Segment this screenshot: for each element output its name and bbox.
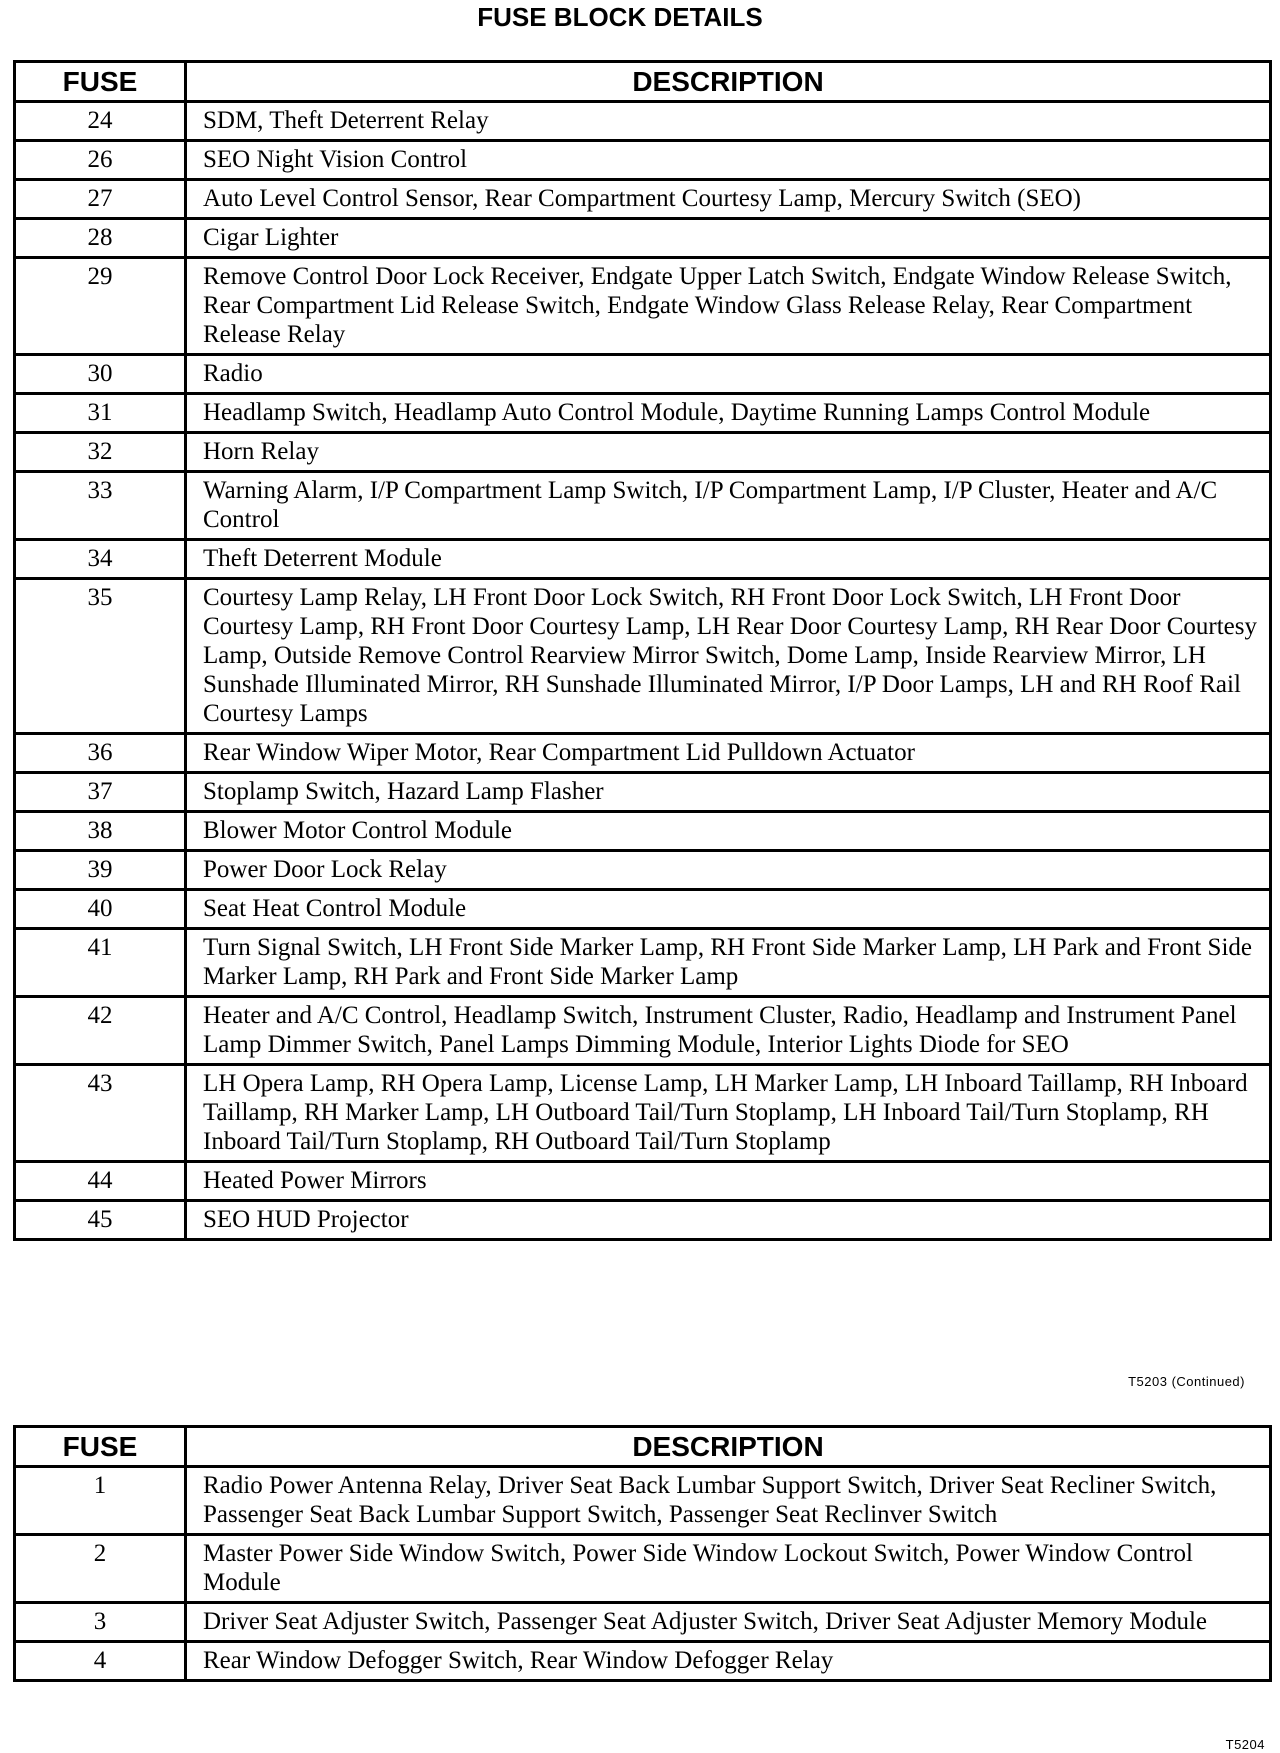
fuse-column-header: FUSE — [15, 62, 186, 102]
table-row — [15, 1162, 1271, 1201]
description-cell: Driver Seat Adjuster Switch, Passenger Seat Adjuster Switch, Driver Seat Adjuster Memory Module — [186, 1603, 1271, 1642]
fuse-number-cell: 2 — [15, 1535, 186, 1603]
description-cell: Horn Relay — [186, 433, 1271, 472]
table-row — [15, 579, 1271, 734]
fuse-number-cell: 1 — [15, 1467, 186, 1535]
description-cell: Theft Deterrent Module — [186, 540, 1271, 579]
header-row — [15, 1427, 1271, 1467]
table-row — [15, 812, 1271, 851]
table-row — [15, 258, 1271, 355]
header-row — [15, 62, 1271, 102]
description-cell: LH Opera Lamp, RH Opera Lamp, License Lamp, LH Marker Lamp, LH Inboard Taillamp, RH Inboard Taillamp, RH Marker Lamp, LH Outboard Tail/Turn Stoplamp, LH Inboard Tail/Turn Stoplamp, RH Inboard Tail/Turn Stoplamp, RH Outboard Tail/Turn Stoplamp — [186, 1065, 1271, 1162]
table-row — [15, 890, 1271, 929]
description-cell: Power Door Lock Relay — [186, 851, 1271, 890]
fuse-number-cell: 40 — [15, 890, 186, 929]
fuse-table — [13, 1425, 1272, 1682]
fuse-number-cell: 36 — [15, 734, 186, 773]
table-row — [15, 773, 1271, 812]
description-cell: Heated Power Mirrors — [186, 1162, 1271, 1201]
fuse-number-cell: 38 — [15, 812, 186, 851]
description-cell: Radio Power Antenna Relay, Driver Seat Back Lumbar Support Switch, Driver Seat Recliner Switch, Passenger Seat Back Lumbar Support Switch, Passenger Seat Reclinver Switch — [186, 1467, 1271, 1535]
fuse-column-header: FUSE — [15, 1427, 186, 1467]
description-cell: Master Power Side Window Switch, Power Side Window Lockout Switch, Power Window Control Module — [186, 1535, 1271, 1603]
description-cell: Rear Window Wiper Motor, Rear Compartment Lid Pulldown Actuator — [186, 734, 1271, 773]
table-reference-note: T5204 — [1225, 1737, 1265, 1752]
table-row — [15, 929, 1271, 997]
table-row — [15, 433, 1271, 472]
table-row — [15, 219, 1271, 258]
fuse-number-cell: 29 — [15, 258, 186, 355]
description-cell: Turn Signal Switch, LH Front Side Marker Lamp, RH Front Side Marker Lamp, LH Park and Front Side Marker Lamp, RH Park and Front Side Marker Lamp — [186, 929, 1271, 997]
fuse-number-cell: 43 — [15, 1065, 186, 1162]
table-row — [15, 851, 1271, 890]
description-cell: Heater and A/C Control, Headlamp Switch, Instrument Cluster, Radio, Headlamp and Instrument Panel Lamp Dimmer Switch, Panel Lamps Dimming Module, Interior Lights Diode for SEO — [186, 997, 1271, 1065]
description-cell: Remove Control Door Lock Receiver, Endgate Upper Latch Switch, Endgate Window Release Switch, Rear Compartment Lid Release Switch, Endgate Window Glass Release Relay, Rear Compartment Release Relay — [186, 258, 1271, 355]
description-column-header: DESCRIPTION — [186, 62, 1271, 102]
table-row — [15, 1603, 1271, 1642]
fuse-number-cell: 35 — [15, 579, 186, 734]
fuse-number-cell: 45 — [15, 1201, 186, 1240]
description-cell: Blower Motor Control Module — [186, 812, 1271, 851]
description-cell: SEO Night Vision Control — [186, 141, 1271, 180]
fuse-number-cell: 33 — [15, 472, 186, 540]
table-row — [15, 1535, 1271, 1603]
table-row — [15, 1642, 1271, 1681]
description-column-header: DESCRIPTION — [186, 1427, 1271, 1467]
fuse-number-cell: 32 — [15, 433, 186, 472]
fuse-number-cell: 41 — [15, 929, 186, 997]
description-cell: Warning Alarm, I/P Compartment Lamp Switch, I/P Compartment Lamp, I/P Cluster, Heater and A/C Control — [186, 472, 1271, 540]
table-row — [15, 997, 1271, 1065]
fuse-number-cell: 34 — [15, 540, 186, 579]
fuse-table-continued — [13, 60, 1272, 1241]
description-cell: SDM, Theft Deterrent Relay — [186, 102, 1271, 141]
table-row — [15, 141, 1271, 180]
description-cell: Seat Heat Control Module — [186, 890, 1271, 929]
fuse-number-cell: 24 — [15, 102, 186, 141]
table-row — [15, 540, 1271, 579]
description-cell: Headlamp Switch, Headlamp Auto Control Module, Daytime Running Lamps Control Module — [186, 394, 1271, 433]
fuse-number-cell: 4 — [15, 1642, 186, 1681]
table-row — [15, 472, 1271, 540]
fuse-number-cell: 31 — [15, 394, 186, 433]
fuse-number-cell: 3 — [15, 1603, 186, 1642]
fuse-number-cell: 27 — [15, 180, 186, 219]
description-cell: Courtesy Lamp Relay, LH Front Door Lock Switch, RH Front Door Lock Switch, LH Front Door Courtesy Lamp, RH Front Door Courtesy Lamp, LH Rear Door Courtesy Lamp, RH Rear Door Courtesy Lamp, Outside Remove Control Rearview Mirror Switch, Dome Lamp, Inside Rearview Mirror, LH Sunshade Illuminated Mirror, RH Sunshade Illuminated Mirror, I/P Door Lamps, LH and RH Roof Rail Courtesy Lamps — [186, 579, 1271, 734]
description-cell: SEO HUD Projector — [186, 1201, 1271, 1240]
table-row — [15, 102, 1271, 141]
fuse-number-cell: 39 — [15, 851, 186, 890]
description-cell: Auto Level Control Sensor, Rear Compartment Courtesy Lamp, Mercury Switch (SEO) — [186, 180, 1271, 219]
table-row — [15, 1065, 1271, 1162]
table-row — [15, 734, 1271, 773]
page-title: FUSE BLOCK DETAILS — [477, 2, 763, 32]
description-cell: Radio — [186, 355, 1271, 394]
table-row — [15, 355, 1271, 394]
table-row — [15, 1201, 1271, 1240]
description-cell: Cigar Lighter — [186, 219, 1271, 258]
table-row — [15, 394, 1271, 433]
fuse-number-cell: 28 — [15, 219, 186, 258]
fuse-number-cell: 37 — [15, 773, 186, 812]
table-reference-note: T5203 (Continued) — [1128, 1374, 1245, 1389]
fuse-number-cell: 42 — [15, 997, 186, 1065]
description-cell: Stoplamp Switch, Hazard Lamp Flasher — [186, 773, 1271, 812]
table-row — [15, 180, 1271, 219]
table-row — [15, 1467, 1271, 1535]
description-cell: Rear Window Defogger Switch, Rear Window Defogger Relay — [186, 1642, 1271, 1681]
fuse-number-cell: 30 — [15, 355, 186, 394]
fuse-number-cell: 26 — [15, 141, 186, 180]
fuse-number-cell: 44 — [15, 1162, 186, 1201]
